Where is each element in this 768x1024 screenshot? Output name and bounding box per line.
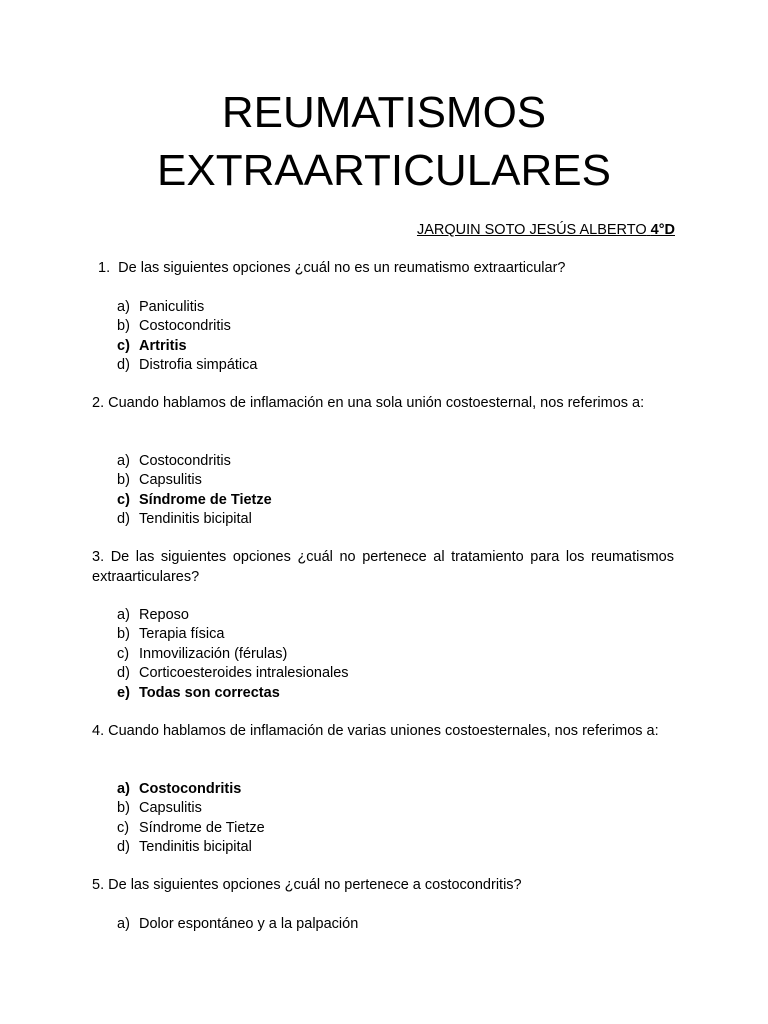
question-number: 4. bbox=[92, 723, 105, 739]
question-4 bbox=[92, 722, 674, 742]
title-line-2: EXTRAARTICULARES bbox=[157, 146, 611, 195]
option-c-correct: c) Síndrome de Tietze bbox=[117, 491, 272, 508]
option-b: b) Terapia física bbox=[117, 626, 225, 643]
option-d: d) Tendinitis bicipital bbox=[117, 511, 252, 528]
option-c: c) Síndrome de Tietze bbox=[117, 819, 265, 836]
question-number: 3. bbox=[92, 549, 105, 565]
option-c: c) Inmovilización (férulas) bbox=[117, 645, 288, 662]
question-3-options bbox=[117, 606, 349, 703]
option-e-correct: e) Todas son correctas bbox=[117, 684, 280, 701]
question-5 bbox=[92, 876, 674, 896]
option-b: b) Capsulitis bbox=[117, 472, 202, 489]
question-text: Cuando hablamos de inflamación de varias uniones costoesternales, nos referimos a: bbox=[108, 723, 659, 739]
option-d: d) Tendinitis bicipital bbox=[117, 839, 252, 856]
option-b: b) Capsulitis bbox=[117, 800, 202, 817]
document-title bbox=[0, 84, 768, 200]
question-text: Cuando hablamos de inflamación en una sola unión costoesternal, nos referimos a: bbox=[108, 395, 645, 411]
question-number: 5. bbox=[92, 877, 105, 893]
option-c-correct: c) Artritis bbox=[117, 337, 187, 354]
author-line bbox=[417, 221, 675, 239]
question-text: De las siguientes opciones ¿cuál no es un reumatismo extraarticular? bbox=[118, 260, 566, 276]
question-text: De las siguientes opciones ¿cuál no pertenece a costocondritis? bbox=[108, 877, 522, 893]
question-1 bbox=[98, 259, 680, 279]
question-text: De las siguientes opciones ¿cuál no pertenece al tratamiento para los reumatismos extraarticulares? bbox=[92, 549, 675, 585]
option-a: a) Paniculitis bbox=[117, 299, 205, 315]
author-name: JARQUIN SOTO JESÚS ALBERTO bbox=[416, 222, 647, 238]
option-a: a) Dolor espontáneo y a la palpación bbox=[117, 916, 359, 932]
author-group: 4°D bbox=[650, 222, 675, 238]
option-d: d) Corticoesteroides intralesionales bbox=[117, 665, 349, 682]
option-d: d) Distrofia simpática bbox=[117, 357, 258, 374]
question-2 bbox=[92, 394, 674, 414]
question-number: 1. bbox=[98, 260, 111, 276]
question-number: 2. bbox=[92, 395, 105, 411]
question-5-options bbox=[117, 915, 358, 934]
title-line-1: REUMATISMOS bbox=[221, 88, 547, 137]
question-4-options bbox=[117, 780, 265, 858]
option-a: a) Reposo bbox=[117, 607, 189, 623]
option-a-correct: a) Costocondritis bbox=[117, 781, 242, 797]
question-2-options bbox=[117, 452, 272, 530]
question-3 bbox=[92, 548, 674, 587]
question-1-options bbox=[117, 298, 257, 376]
option-a: a) Costocondritis bbox=[117, 453, 231, 469]
option-b: b) Costocondritis bbox=[117, 318, 231, 335]
